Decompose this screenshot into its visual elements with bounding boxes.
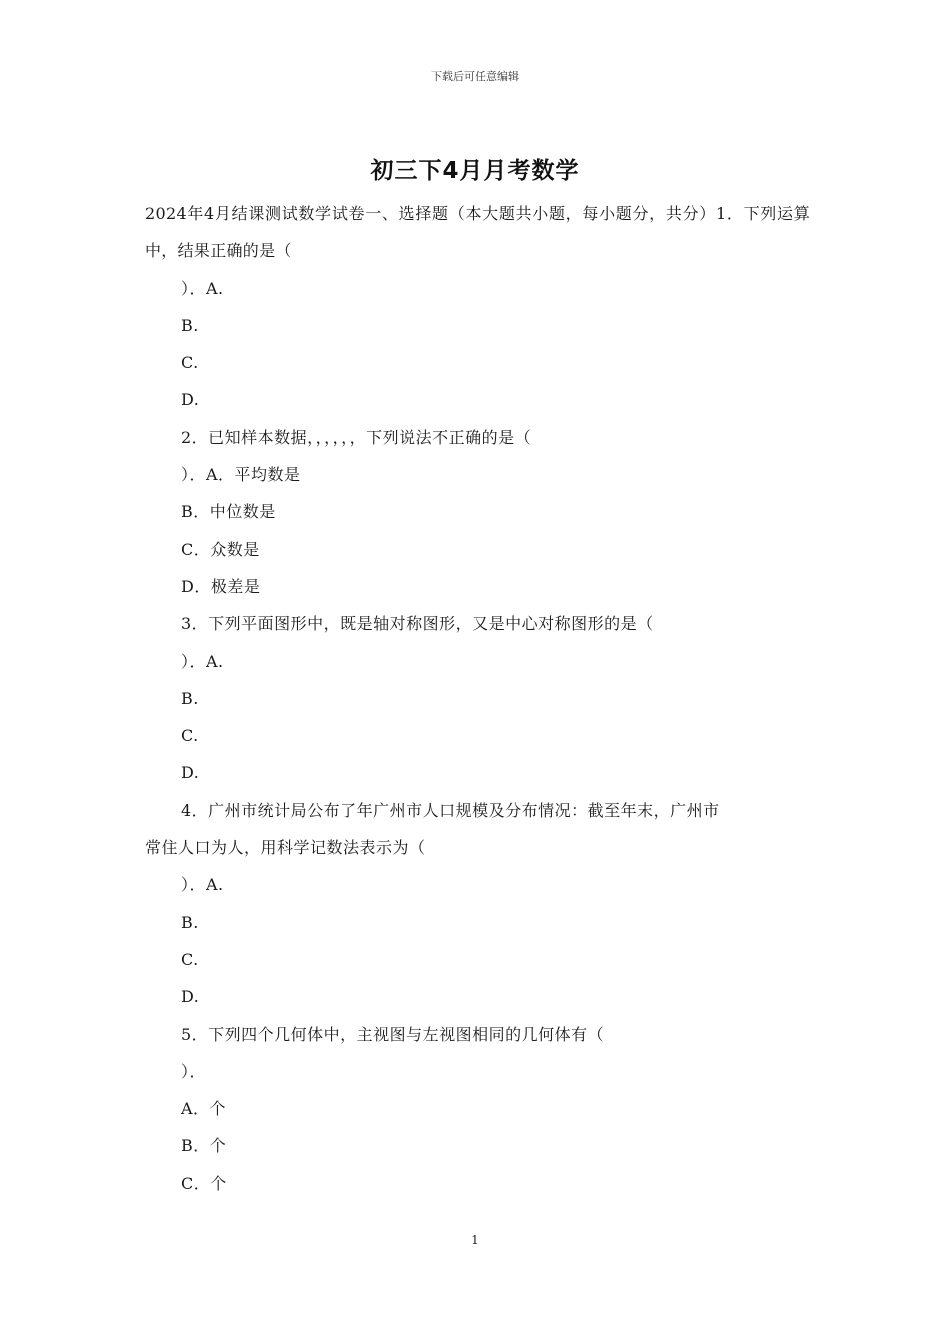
document-title: 初三下4月月考数学 — [370, 158, 580, 184]
document-body — [145, 195, 810, 1202]
q2-stem: 2．已知样本数据，，，，，，下列说法不正确的是（ — [181, 427, 532, 447]
q3-option-a: ）．A. — [181, 651, 224, 671]
q4-option-c: C. — [181, 949, 199, 969]
q1-option-d: D. — [181, 390, 200, 410]
page-number: 1 — [471, 1233, 479, 1247]
q5-option-c: C．个 — [181, 1173, 227, 1193]
intro-paragraph: 2024年4月结课测试数学试卷一、选择题（本大题共小题，每小题分，共分）1．下列运算中，结果正确的是（ — [145, 204, 810, 261]
q3-option-d: D. — [181, 763, 200, 783]
q1-option-c: C. — [181, 353, 199, 373]
q2-option-c: C．众数是 — [181, 539, 260, 559]
q4-option-d: D. — [181, 987, 200, 1007]
q2-option-b: B．中位数是 — [181, 502, 276, 522]
q4-stem-line1: 4．广州市统计局公布了年广州市人口规模及分布情况：截至年末，广州市 — [181, 800, 720, 820]
q5-stem: 5．下列四个几何体中，主视图与左视图相同的几何体有（ — [181, 1024, 605, 1044]
q2-option-d: D．极差是 — [181, 576, 261, 596]
q4-option-a: ）．A. — [181, 875, 224, 895]
q3-option-b: B. — [181, 688, 199, 708]
q2-option-a: ）．A．平均数是 — [181, 465, 301, 485]
q1-option-line: ）．A. — [181, 278, 224, 298]
q3-option-c: C. — [181, 726, 199, 746]
q5-stem-close: ）． — [181, 1061, 207, 1081]
q4-option-b: B. — [181, 912, 199, 932]
q1-option-b: B. — [181, 315, 199, 335]
q5-option-b: B．个 — [181, 1136, 227, 1156]
q5-option-a: A．个 — [181, 1099, 227, 1119]
q4-stem-line2: 常住人口为人，用科学记数法表示为（ — [145, 838, 426, 858]
q3-stem: 3．下列平面图形中，既是轴对称图形，又是中心对称图形的是（ — [181, 614, 654, 634]
header-note: 下载后可任意编辑 — [431, 70, 519, 83]
